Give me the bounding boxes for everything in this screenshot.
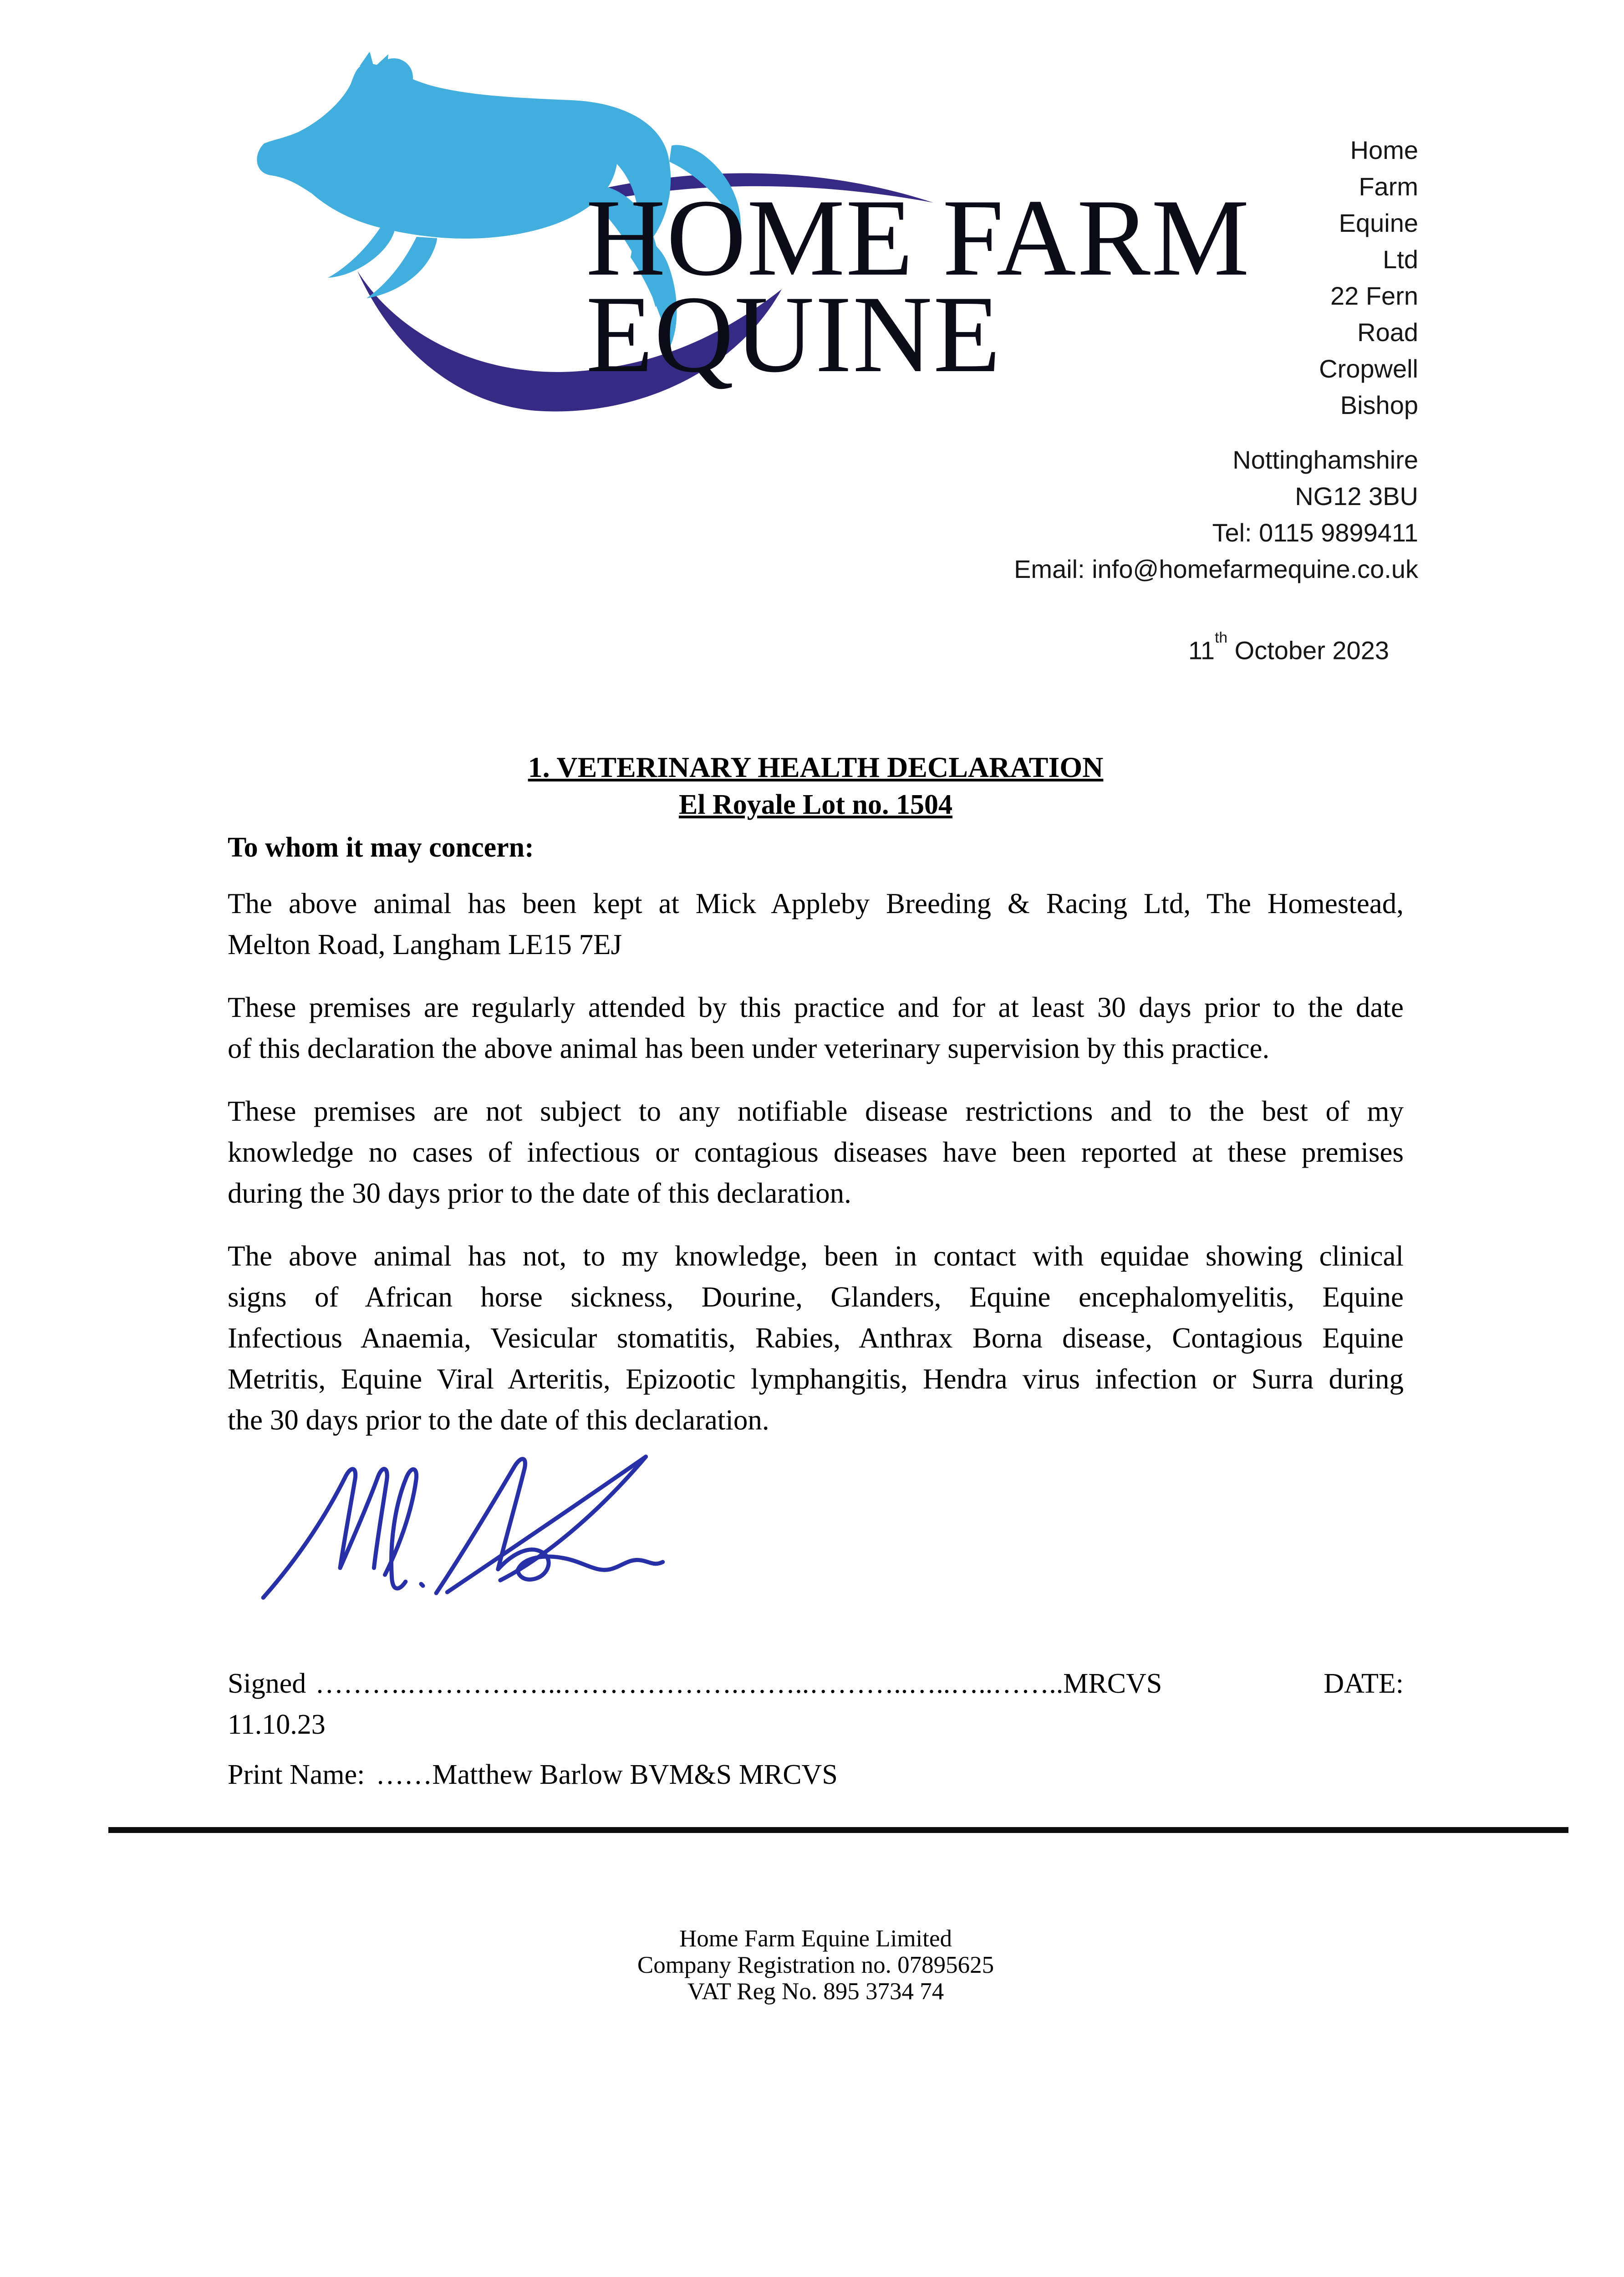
address-line: 22 Fern (1330, 281, 1418, 310)
print-name-dots: …… (376, 1759, 433, 1790)
date-ordinal: th (1215, 629, 1228, 647)
address-line: Ltd (1383, 245, 1418, 274)
lot-subtitle: El Royale Lot no. 1504 (678, 789, 953, 820)
qualification-label: MRCVS (1063, 1668, 1162, 1699)
paragraph-line: Infectious Anaemia, Vesicular stomatitis, Rabies, Anthrax Borna disease, Contagious Equine (228, 1322, 1404, 1354)
logo-wordmark-line1: HOME FARM (586, 177, 1251, 299)
letter-date (1014, 628, 1418, 669)
handwritten-signature-icon (263, 1457, 663, 1598)
address-line: Bishop (1340, 391, 1418, 419)
footer-line: VAT Reg No. 895 3734 74 (687, 1978, 944, 2005)
date-day: 11 (1188, 636, 1215, 665)
paragraph-line: Metritis, Equine Viral Arteritis, Epizootic lymphangitis, Hendra virus infection or Surra during (228, 1363, 1404, 1395)
address-line: Farm (1359, 172, 1418, 201)
paragraph-line: The above animal has been kept at Mick Appleby Breeding & Racing Ltd, The Homestead, (228, 888, 1404, 919)
body-paragraph (228, 987, 1404, 1069)
paragraph-line: knowledge no cases of infectious or contagious diseases have been reported at these premises (228, 1136, 1404, 1168)
address-line: Cropwell (1319, 354, 1418, 383)
signed-label: Signed (228, 1668, 306, 1699)
signature-image (249, 1446, 689, 1612)
letter-body (228, 749, 1404, 1462)
print-name-line (228, 1754, 1404, 1795)
paragraph-line: These premises are not subject to any notifiable disease restrictions and to the best of my (228, 1095, 1404, 1127)
signature-stroke (385, 1469, 417, 1588)
paragraph-line: signs of African horse sickness, Dourine, Glanders, Equine encephalomyelitis, Equine (228, 1281, 1404, 1313)
address-line: Road (1357, 318, 1418, 347)
company-address (1014, 132, 1418, 669)
date-month-year: October 2023 (1227, 636, 1389, 665)
letter-title: 1. VETERINARY HEALTH DECLARATION (528, 751, 1104, 783)
address-line: Nottinghamshire (1232, 445, 1418, 474)
signature-dotted-line: ……….……………..……………….……..………..…..…..…….. (315, 1668, 1064, 1699)
address-line: Home (1350, 136, 1418, 164)
footer-divider (108, 1827, 1568, 1833)
date-label: DATE: (1324, 1668, 1404, 1699)
paragraph-line: The above animal has not, to my knowledge, been in contact with equidae showing clinical (228, 1240, 1404, 1272)
paragraph-line: of this declaration the above animal has been under veterinary supervision by this practice. (228, 1032, 1270, 1064)
signed-line (228, 1663, 1404, 1704)
footer-line: Home Farm Equine Limited (679, 1925, 952, 1952)
address-line: NG12 3BU (1295, 482, 1418, 511)
body-paragraph (228, 883, 1404, 965)
paragraph-line: Melton Road, Langham LE15 7EJ (228, 929, 622, 960)
phone-line: Tel: 0115 9899411 (1212, 518, 1418, 547)
address-line: Equine (1339, 209, 1418, 237)
body-paragraph (228, 1091, 1404, 1214)
salutation: To whom it may concern: (228, 832, 534, 863)
body-paragraph (228, 1236, 1404, 1440)
paragraph-line: during the 30 days prior to the date of this declaration. (228, 1177, 851, 1209)
signature-block (228, 1663, 1404, 1795)
paragraph-line: These premises are regularly attended by this practice and for at least 30 days prior to the date (228, 991, 1404, 1023)
logo-wordmark-line2: EQUINE (586, 273, 1002, 395)
footer (228, 1925, 1404, 2005)
email-line: Email: info@homefarmequine.co.uk (1014, 555, 1418, 583)
paragraph-line: the 30 days prior to the date of this declaration. (228, 1404, 769, 1436)
signature-stroke (263, 1469, 387, 1598)
signature-stroke (421, 1584, 423, 1586)
footer-line: Company Registration no. 07895625 (637, 1952, 994, 1978)
print-name-label: Print Name: (228, 1759, 365, 1790)
print-name-value: Matthew Barlow BVM&S MRCVS (432, 1759, 838, 1790)
signed-date-value: 11.10.23 (228, 1709, 326, 1740)
